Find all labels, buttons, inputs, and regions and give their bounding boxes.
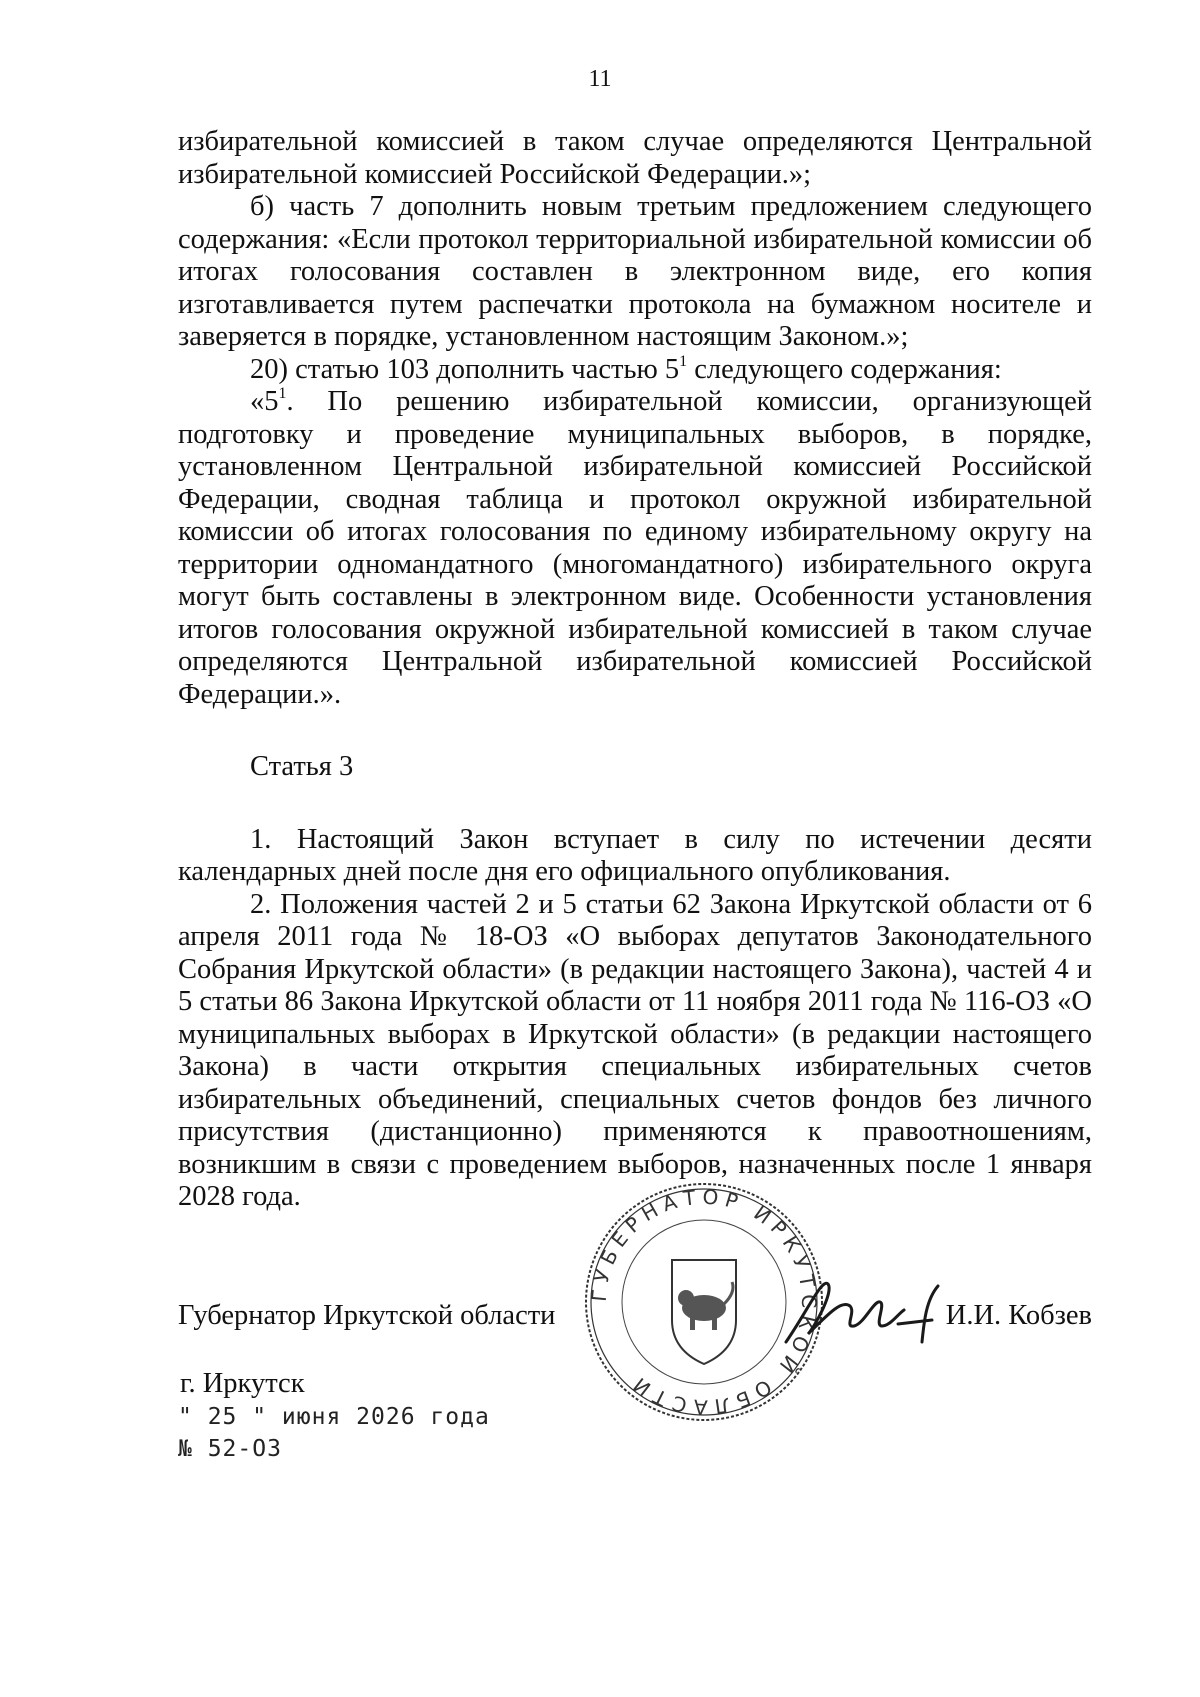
paragraph-article-3-2: 2. Положения частей 2 и 5 статьи 62 Закона Иркутской области от 6 апреля 2011 года № 18-ОЗ «О выборах депутатов Законодательного Собрания Иркутской области» (в редакции настоящего Закона), частей 4 и 5 статьи 86 Закона Иркутской области от 11 ноября 2011 года № 116-ОЗ «О муниципальных выборах в Иркутской области» (в редакции настоящего Закона) в части открытия специальных избирательных счетов избирательных объединений, специальных счетов фондов без личного присутствия (дистанционно) применяются к правоотношениям, возникшим в связи с проведением выборов, назначенных после 1 января 2028 года. xyxy=(178,888,1092,1212)
law-number-line: № 52-ОЗ xyxy=(178,1436,282,1462)
paragraph-item-20 xyxy=(178,354,1092,387)
paragraph-continuation: избирательной комиссией в таком случае определяются Центральной избирательной комиссией Российской Федерации.»; xyxy=(178,126,1092,190)
paragraph-item-20-text-end: следующего содержания: xyxy=(687,353,1002,385)
superscript-1: 1 xyxy=(278,385,287,402)
document-body xyxy=(178,126,1092,1214)
paragraph-item-20-text: 20) статью 103 дополнить частью 5 xyxy=(250,353,680,385)
paragraph-item-b: б) часть 7 дополнить новым третьим предложением следующего содержания: «Если протокол территориальной избирательной комиссии об итогах голосования составлен в электронном виде, его копия изготавливается путем распечатки протокола на бумажном носителе и заверяется в порядке, установленном настоящим Законом.»; xyxy=(178,191,1092,352)
paragraph-part-5-1-text: . По решению избирательной комиссии, организующей подготовку и проведение муниципальных выборов, в порядке, установленном Центральной избирательной комиссией Российской Федерации, сводная таблица и протокол окружной избирательной комиссии об итогах голосования по единому избирательному округу на территории одномандатного (многомандатного) избирательного округа могут быть составлены в электронном виде. Особенности установления итогов голосования окружной избирательной комиссией в таком случае определяются Центральной избирательной комиссией Российской Федерации.». xyxy=(178,386,1092,710)
paragraph-part-5-1 xyxy=(178,386,1092,711)
seal-text: ГУБЕРНАТОР ИРКУТСКОЙ ОБЛАСТИ xyxy=(586,1184,822,1420)
paragraph-part-5-1-start: «5 xyxy=(250,386,279,417)
signatory-position: Губернатор Иркутской области xyxy=(178,1300,556,1331)
article-heading: Статья 3 xyxy=(250,751,354,782)
date-line: " 25 " июня 2026 года xyxy=(178,1404,490,1430)
paragraph-article-3-1: 1. Настоящий Закон вступает в силу по истечении десяти календарных дней после дня его официального опубликования. xyxy=(178,823,1092,887)
page-number: 11 xyxy=(588,66,612,92)
signature-block xyxy=(178,1300,1092,1340)
signatory-name: И.И. Кобзев xyxy=(945,1300,1092,1331)
superscript-1: 1 xyxy=(679,352,688,370)
city-line: г. Иркутск xyxy=(180,1368,305,1399)
